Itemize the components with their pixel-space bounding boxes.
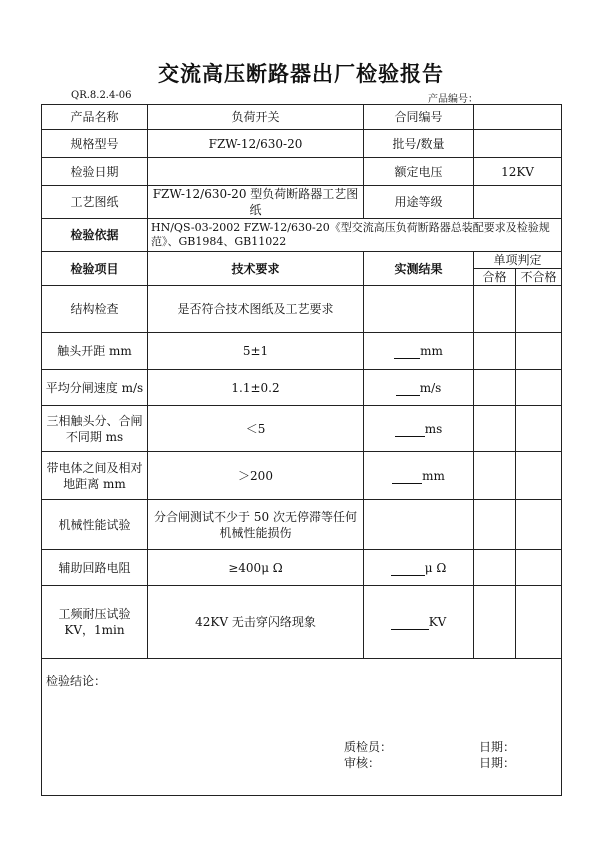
model-label: 规格型号 [42, 130, 148, 158]
fail-cell[interactable] [516, 370, 562, 406]
requirement-cell: 是否符合技术图纸及工艺要求 [148, 286, 364, 333]
col-judgement-header: 单项判定 [474, 252, 562, 269]
result-unit: mm [420, 344, 443, 358]
pass-cell[interactable] [474, 452, 516, 500]
table-row [42, 500, 562, 550]
rated-voltage-label: 额定电压 [364, 158, 474, 186]
col-fail-header: 不合格 [516, 269, 562, 286]
item-cell: 工频耐压试验 KV，1min [42, 586, 148, 659]
basis-value: HN/QS-03-2002 FZW-12/630-20《型交流高压负荷断路器总装配要求及检验规范》、GB1984、GB11022 [148, 219, 562, 252]
rated-voltage-value[interactable]: 12KV [474, 158, 562, 186]
row-product-name [42, 105, 562, 130]
fail-cell[interactable] [516, 286, 562, 333]
model-value[interactable]: FZW-12/630-20 [148, 130, 364, 158]
requirement-cell: ≥400μ Ω [148, 550, 364, 586]
item-cell: 三相触头分、合闸不同期 ms [42, 406, 148, 452]
table-row [42, 370, 562, 406]
requirement-cell: 5±1 [148, 333, 364, 370]
col-item-header: 检验项目 [42, 252, 148, 286]
inspector-label: 质检员： [344, 740, 393, 754]
result-cell[interactable] [364, 406, 474, 452]
table-row [42, 452, 562, 500]
batch-qty-value[interactable] [474, 130, 562, 158]
result-blank[interactable] [391, 562, 425, 576]
fail-cell[interactable] [516, 586, 562, 659]
col-requirement-header: 技术要求 [148, 252, 364, 286]
conclusion-label: 检验结论： [46, 674, 107, 688]
result-cell[interactable] [364, 452, 474, 500]
result-cell[interactable] [364, 370, 474, 406]
fail-cell[interactable] [516, 550, 562, 586]
usage-grade-label: 用途等级 [364, 186, 474, 219]
requirement-cell: ＞200 [148, 452, 364, 500]
conclusion-cell[interactable] [42, 659, 562, 796]
requirement-cell: 分合闸测试不少于 50 次无停滞等任何机械性能损伤 [148, 500, 364, 550]
table-row [42, 586, 562, 659]
result-unit: m/s [419, 380, 442, 395]
date-label: 检验日期 [42, 158, 148, 186]
reviewer-date-label: 日期： [479, 756, 516, 770]
pass-cell[interactable] [474, 500, 516, 550]
report-title: 交流高压断路器出厂检验报告 [158, 62, 444, 86]
result-unit: ms [424, 421, 443, 436]
contract-no-label: 合同编号 [364, 105, 474, 130]
batch-qty-label: 批号/数量 [364, 130, 474, 158]
item-cell: 触头开距 mm [42, 333, 148, 370]
pass-cell[interactable] [474, 550, 516, 586]
usage-grade-value[interactable] [474, 186, 562, 219]
row-conclusion [42, 659, 562, 796]
inspector-date-label: 日期： [479, 740, 516, 754]
result-unit: KV [428, 615, 447, 629]
result-blank[interactable] [395, 423, 425, 437]
result-blank[interactable] [394, 345, 420, 359]
item-cell: 结构检查 [42, 286, 148, 333]
result-cell[interactable] [364, 500, 474, 550]
drawing-label: 工艺图纸 [42, 186, 148, 219]
fail-cell[interactable] [516, 333, 562, 370]
basis-label: 检验依据 [42, 219, 148, 252]
result-blank[interactable] [392, 470, 422, 484]
pass-cell[interactable] [474, 370, 516, 406]
date-value[interactable] [148, 158, 364, 186]
row-basis [42, 219, 562, 252]
item-cell: 机械性能试验 [42, 500, 148, 550]
row-drawing [42, 186, 562, 219]
item-cell: 辅助回路电阻 [42, 550, 148, 586]
fail-cell[interactable] [516, 406, 562, 452]
table-row [42, 333, 562, 370]
result-cell[interactable] [364, 286, 474, 333]
pass-cell[interactable] [474, 333, 516, 370]
requirement-cell: 42KV 无击穿闪络现象 [148, 586, 364, 659]
row-model [42, 130, 562, 158]
contract-no-value[interactable] [474, 105, 562, 130]
table-row [42, 406, 562, 452]
pass-cell[interactable] [474, 286, 516, 333]
table-row [42, 286, 562, 333]
result-cell[interactable] [364, 550, 474, 586]
result-cell[interactable] [364, 333, 474, 370]
result-blank[interactable] [391, 616, 429, 630]
product-name-value[interactable]: 负荷开关 [148, 105, 364, 130]
col-result-header: 实测结果 [364, 252, 474, 286]
drawing-value[interactable]: FZW-12/630-20 型负荷断路器工艺图纸 [148, 186, 364, 219]
result-unit: mm [422, 468, 445, 483]
pass-cell[interactable] [474, 406, 516, 452]
table-row [42, 550, 562, 586]
requirement-cell: 1.1±0.2 [148, 370, 364, 406]
col-pass-header: 合格 [474, 269, 516, 286]
inspection-table [41, 104, 562, 796]
requirement-cell: ＜5 [148, 406, 364, 452]
result-blank[interactable] [396, 382, 420, 396]
reviewer-label: 审核： [344, 756, 381, 770]
fail-cell[interactable] [516, 500, 562, 550]
product-name-label: 产品名称 [42, 105, 148, 130]
row-date [42, 158, 562, 186]
item-cell: 平均分闸速度 m/s [42, 370, 148, 406]
form-code: QR.8.2.4-06 [71, 90, 132, 101]
fail-cell[interactable] [516, 452, 562, 500]
product-no-label: 产品编号： [428, 94, 478, 105]
pass-cell[interactable] [474, 586, 516, 659]
result-unit: μ Ω [424, 560, 447, 575]
item-cell: 带电体之间及相对地距离 mm [42, 452, 148, 500]
result-cell[interactable] [364, 586, 474, 659]
row-column-header-1 [42, 252, 562, 269]
